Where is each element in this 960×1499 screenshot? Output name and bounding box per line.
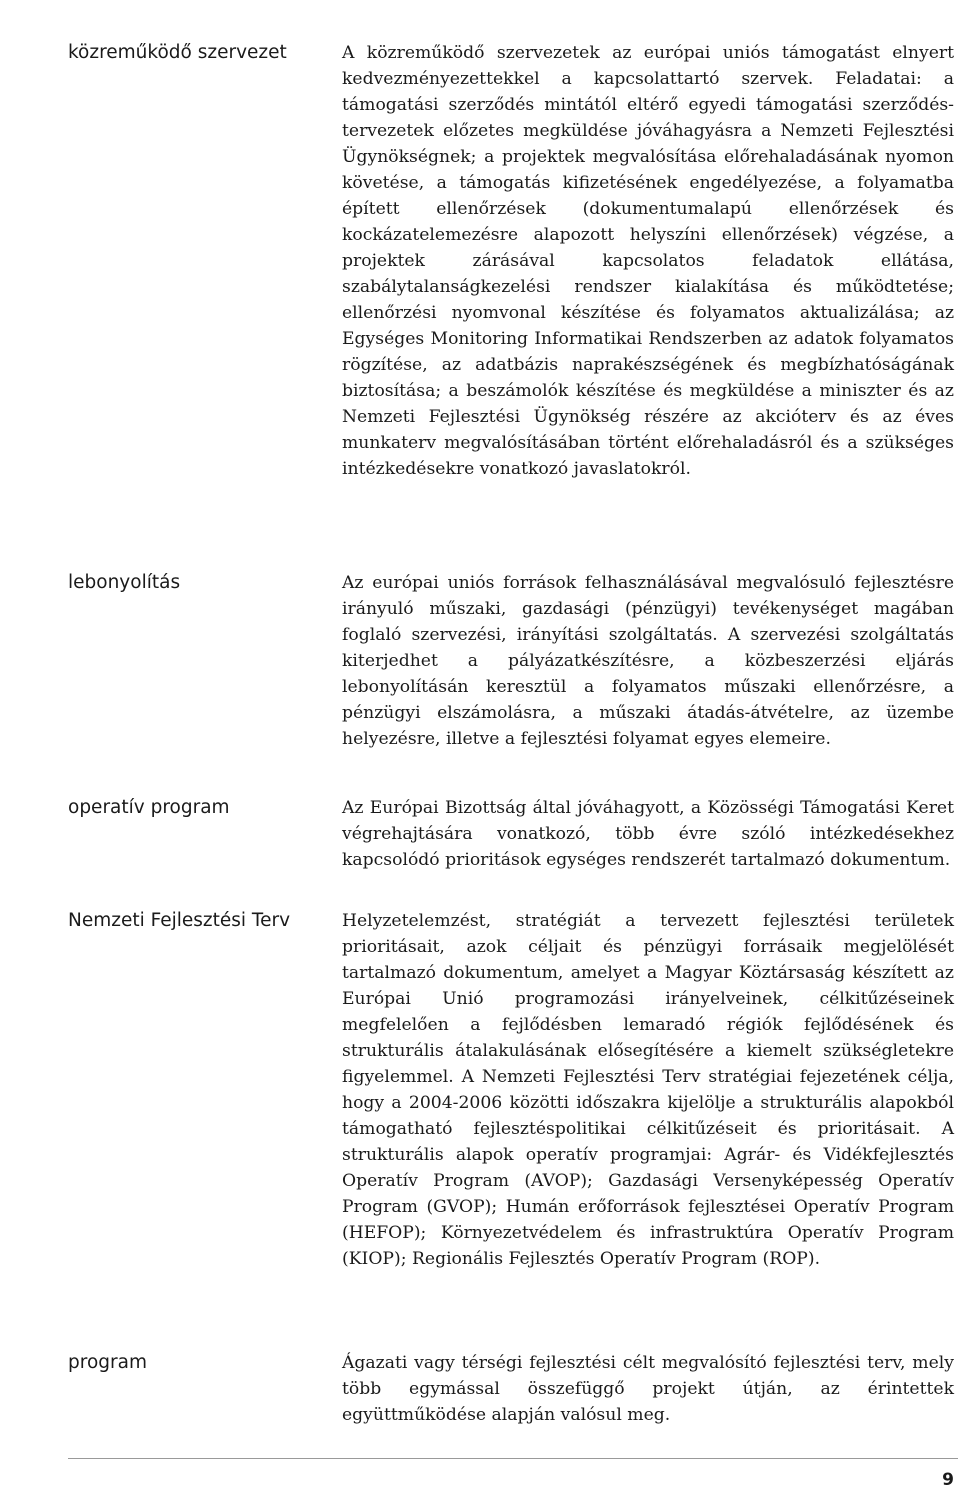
glossary-entry xyxy=(68,1350,958,1428)
glossary-entry xyxy=(68,908,958,1350)
glossary-term: program xyxy=(68,1352,147,1373)
glossary-definition: A közreműködő szervezetek az európai uniós támogatást elnyert kedvezményezettekkel a kapcsolattartó szervek. Feladatai: a támogatási szerződés mintától eltérő egyedi támogatási szerződés-tervezetek előzetes megküldése jóváhagyásra a Nemzeti Fejlesztési Ügynökségnek; a projektek megvalósítása előrehaladásának nyomon követése, a támogatás kifizetésének engedélyezése, a folyamatba épített ellenőrzések (dokumentumalapú ellenőrzések és kockázatelemezésre alapozott helyszíni ellenőrzések) végzése, a projektek zárásával kapcsolatos feladatok ellátása, szabálytalanságkezelési rendszer kialakítása és működtetése; ellenőrzési nyomvonal készítése és folyamatos aktualizálása; az Egységes Monitoring Informatikai Rendszerben az adatok folyamatos rögzítése, az adatbázis naprakészségének és megbízhatóságának biztosítása; a beszámolók készítése és megküldése a miniszter és az Nemzeti Fejlesztési Ügynökség részére az akcióterv és az éves munkaterv megvalósításában történt előrehaladásról és a szükséges intézkedésekre vonatkozó javaslatokról. xyxy=(342,43,954,479)
glossary-entry xyxy=(68,795,958,908)
glossary-term: Nemzeti Fejlesztési Terv xyxy=(68,910,291,931)
glossary-definition: Helyzetelemzést, stratégiát a tervezett fejlesztési területek prioritásait, azok céljait és pénzügyi forrásaik megjelölését tartalmazó dokumentum, amelyet a Magyar Köztársaság készített az Európai Unió programozási irányelveinek, célkitűzéseinek megfelelően a fejlődésben lemaradó régiók fejlődésének és strukturális átalakulásának elősegítésére a kiemelt szükségletekre figyelemmel. A Nemzeti Fejlesztési Terv stratégiai fejezetének célja, hogy a 2004-2006 közötti időszakra kijelölje a strukturális alapokból támogatható fejlesztéspolitikai célkitűzéseit és prioritásait. A strukturális alapok operatív programjai: Agrár- és Vidékfejlesztés Operatív Program (AVOP); Gazdasági Versenyképesség Operatív Program (GVOP); Humán erőforrások fejlesztései Operatív Program (HEFOP); Környezetvédelem és infrastruktúra Operatív Program (KIOP); Regionális Fejlesztés Operatív Program (ROP). xyxy=(342,911,954,1269)
glossary-definition: Az európai uniós források felhasználásával megvalósuló fejlesztésre irányuló műszaki, gazdasági (pénzügyi) tevékenységet magában foglaló szervezési, irányítási szolgáltatás. A szervezési szolgáltatás kiterjedhet a pályázatkészítésre, a közbeszerzési eljárás lebonyolításán keresztül a folyamatos műszaki ellenőrzésre, a pénzügyi elszámolásra, a műszaki átadás-átvételre, az üzembe helyezésre, illetve a fejlesztési folyamat egyes elemeire. xyxy=(342,573,954,749)
glossary-term: közreműködő szervezet xyxy=(68,42,287,63)
footer-divider xyxy=(68,1458,958,1459)
page-number: 9 xyxy=(942,1470,954,1490)
glossary-term: operatív program xyxy=(68,797,230,818)
glossary-definition: Az Európai Bizottság által jóváhagyott, a Közösségi Támogatási Keret végrehajtására vonatkozó, több évre szóló intézkedésekhez kapcsolódó prioritások egységes rendszerét tartalmazó dokumentum. xyxy=(342,798,954,870)
glossary-definition: Ágazati vagy térségi fejlesztési célt megvalósító fejlesztési terv, mely több egymással összefüggő projekt útján, az érintettek együttműködése alapján valósul meg. xyxy=(342,1353,954,1425)
glossary-entry xyxy=(68,570,958,795)
glossary-entry xyxy=(68,40,958,570)
glossary xyxy=(68,40,958,1428)
glossary-term: lebonyolítás xyxy=(68,572,181,593)
